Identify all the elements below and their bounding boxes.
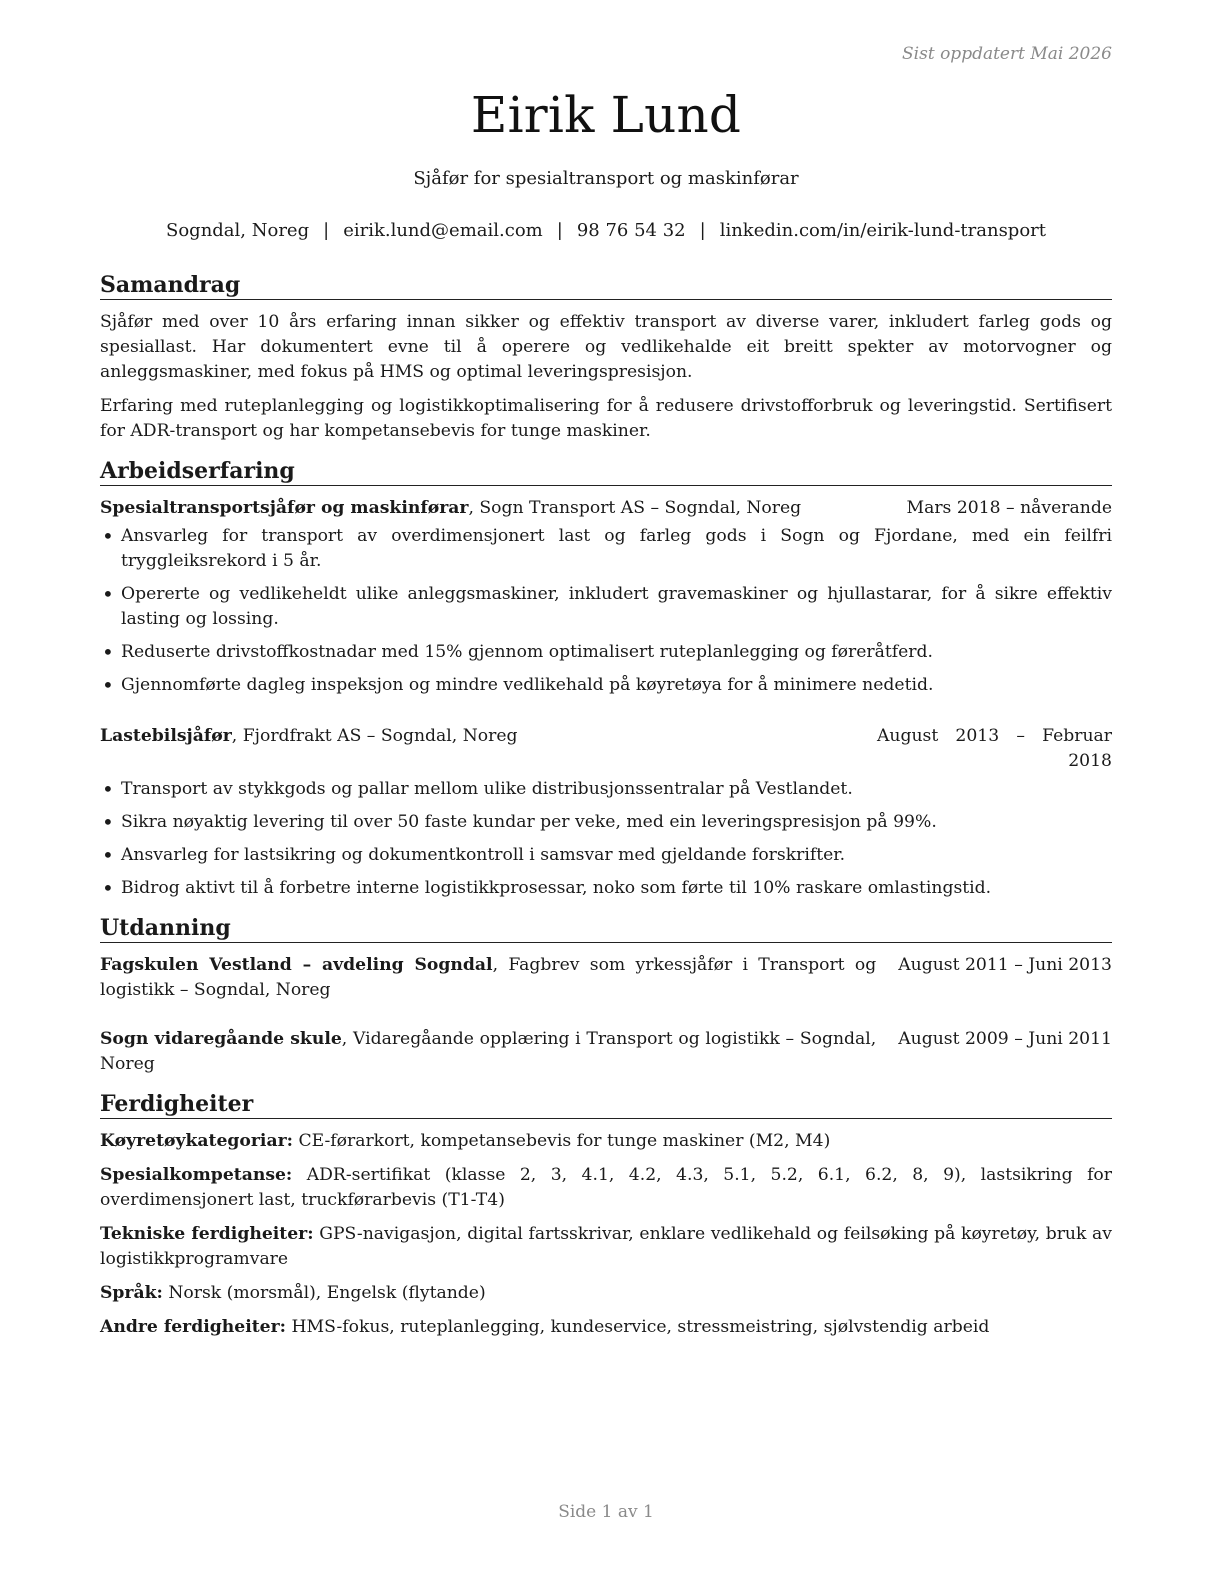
education-dates: August 2009 – Juni 2011	[898, 1029, 1112, 1049]
summary-paragraph: Erfaring med ruteplanlegging og logistikkoptimalisering for å redusere drivstofforbruk og leveringstid. Sertifisert for ADR-transport og har kompetansebevis for tunge maskiner.	[100, 396, 1112, 441]
job-title-line	[100, 724, 857, 774]
education-entry	[100, 1027, 1112, 1077]
job-role: Lastebilsjåfør	[100, 726, 232, 746]
education-program: , Fagbrev som yrkessjåfør i Transport og logistikk – Sogndal, Noreg	[100, 955, 877, 1000]
contact-phone: 98 76 54 32	[576, 220, 686, 241]
job-bullets	[100, 524, 1112, 698]
summary-section	[100, 272, 1112, 444]
candidate-name: Eirik Lund	[470, 86, 742, 144]
job-title-line	[100, 496, 886, 521]
section-heading-education: Utdanning	[100, 915, 1112, 943]
last-updated: Sist oppdatert Mai 2026	[902, 44, 1112, 64]
experience-section	[100, 458, 1112, 901]
list-item: • Opererte og vedlikeheldt ulike anleggsmaskiner, inkludert gravemaskiner og hjullastarar, for å sikre effektiv lasting og lossing.	[100, 582, 1112, 632]
skill-row	[100, 1163, 1112, 1213]
page-number: Side 1 av 1	[558, 1502, 654, 1522]
skill-label: Andre ferdigheiter:	[100, 1317, 287, 1337]
job-employer: , Sogn Transport AS – Sogndal, Noreg	[468, 498, 802, 518]
section-heading-summary: Samandrag	[100, 272, 1112, 300]
job-role: Spesialtransportsjåfør og maskinførar	[100, 498, 469, 518]
skill-value: GPS-navigasjon, digital fartsskrivar, enklare vedlikehald og feilsøking på køyretøy, bruk av logistikkprogramvare	[100, 1224, 1113, 1269]
education-program: , Vidaregåande opplæring i Transport og logistikk – Sogndal, Noreg	[100, 1029, 877, 1074]
education-dates: August 2011 – Juni 2013	[898, 955, 1112, 975]
summary-paragraph: Sjåfør med over 10 års erfaring innan sikker og effektiv transport av diverse varer, inkludert farleg gods og spesiallast. Har dokumentert evne til å operere og vedlikehalde eit breitt spekter av motorvogner og anleggsmaskiner, med fokus på HMS og optimal leveringspresisjon.	[100, 312, 1112, 382]
job-header	[100, 496, 1112, 521]
skill-row	[100, 1222, 1112, 1272]
skill-row	[100, 1281, 1112, 1306]
resume-content	[100, 272, 1112, 1354]
contact-separator: |	[323, 220, 330, 241]
job-employer: , Fjordfrakt AS – Sogndal, Noreg	[231, 726, 518, 746]
education-school: Fagskulen Vestland – avdeling Sogndal	[100, 955, 493, 975]
skill-value: HMS-fokus, ruteplanlegging, kundeservice, stressmeistring, sjølvstendig arbeid	[286, 1317, 990, 1337]
education-title-line	[100, 1027, 876, 1077]
education-section	[100, 915, 1112, 1077]
section-heading-experience: Arbeidserfaring	[100, 458, 1112, 486]
contact-linkedin[interactable]: linkedin.com/in/eirik-lund-transport	[719, 220, 1046, 241]
contact-email[interactable]: eirik.lund@email.com	[343, 220, 543, 241]
job-entry	[100, 724, 1112, 901]
job-dates: Mars 2018 – nåverande	[906, 498, 1112, 518]
skill-label: Språk:	[100, 1283, 163, 1303]
job-entry	[100, 496, 1112, 698]
section-heading-skills: Ferdigheiter	[100, 1091, 1112, 1119]
education-entry	[100, 953, 1112, 1003]
list-item: • Gjennomførte dagleg inspeksjon og mindre vedlikehald på køyretøya for å minimere nedetid.	[100, 673, 1112, 698]
contact-line	[100, 220, 1112, 241]
skill-row	[100, 1315, 1112, 1340]
skills-section	[100, 1091, 1112, 1340]
contact-location: Sogndal, Noreg	[166, 220, 310, 241]
list-item: • Transport av stykkgods og pallar mellom ulike distribusjonssentralar på Vestlandet.	[100, 777, 1112, 802]
education-title-line	[100, 953, 876, 1003]
list-item: • Reduserte drivstoffkostnadar med 15% gjennom optimalisert ruteplanlegging og føreråtferd.	[100, 640, 1112, 665]
skill-value: Norsk (morsmål), Engelsk (flytande)	[162, 1283, 486, 1303]
skill-value: CE-førarkort, kompetansebevis for tunge maskiner (M2, M4)	[293, 1131, 831, 1151]
skill-row	[100, 1129, 1112, 1154]
list-item: • Bidrog aktivt til å forbetre interne logistikkprosessar, noko som førte til 10% raskare omlastingstid.	[100, 876, 1112, 901]
contact-separator: |	[556, 220, 563, 241]
education-school: Sogn vidaregåande skule	[100, 1029, 342, 1049]
skill-label: Spesialkompetanse:	[100, 1165, 293, 1185]
job-title: Sjåfør for spesialtransport og maskinførar	[413, 168, 799, 189]
skill-label: Køyretøykategoriar:	[100, 1131, 293, 1151]
list-item: • Sikra nøyaktig levering til over 50 faste kundar per veke, med ein leveringspresisjon på 99%.	[100, 810, 1112, 835]
list-item: • Ansvarleg for lastsikring og dokumentkontroll i samsvar med gjeldande forskrifter.	[100, 843, 1112, 868]
contact-separator: |	[699, 220, 706, 241]
job-dates: August 2013 – Februar 2018	[877, 726, 1112, 771]
skill-label: Tekniske ferdigheiter:	[100, 1224, 314, 1244]
skill-value: ADR-sertifikat (klasse 2, 3, 4.1, 4.2, 4.3, 5.1, 5.2, 6.1, 6.2, 8, 9), lastsikring for overdimensjonert last, truckførarbevis (T1-T4)	[100, 1165, 1112, 1210]
job-header	[100, 724, 1112, 774]
job-bullets	[100, 777, 1112, 901]
list-item: • Ansvarleg for transport av overdimensjonert last og farleg gods i Sogn og Fjordane, med ein feilfri tryggleiksrekord i 5 år.	[100, 524, 1112, 574]
